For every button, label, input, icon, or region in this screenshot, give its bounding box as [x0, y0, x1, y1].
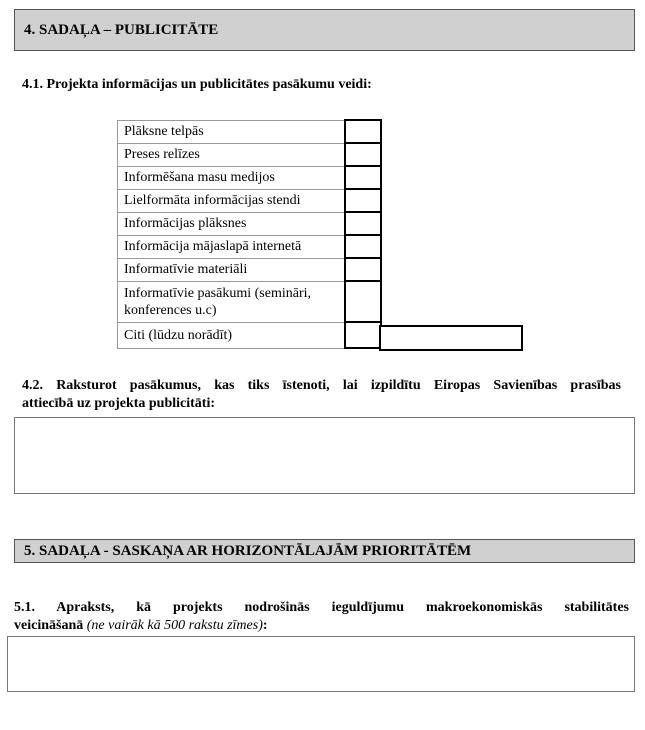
section-4-number: 4. [24, 21, 36, 38]
question-5-1-bold-text: veicināšanā [14, 618, 84, 633]
option-row [118, 235, 381, 258]
option-checkbox[interactable] [345, 120, 381, 143]
option-row [118, 322, 381, 348]
question-4-2-line-1: 4.2. Raksturot pasākumus, kas tiks īstenoti, lai izpildītu Eiropas Savienības prasības [22, 378, 621, 393]
section-4-title: SADAĻA – PUBLICITĀTE [39, 21, 219, 38]
option-checkbox[interactable] [345, 322, 381, 348]
question-5-1-line-2 [14, 618, 268, 634]
option-label: Informācija mājaslapā internetā [118, 235, 345, 258]
option-row [118, 143, 381, 166]
section-5-title: SADAĻA - SASKAŅA AR HORIZONTĀLAJĀM PRIORITĀTĒM [39, 542, 472, 559]
option-label: Plāksne telpās [118, 120, 345, 143]
question-4-2-line-2: attiecībā uz projekta publicitāti: [22, 396, 216, 411]
option-row [118, 189, 381, 212]
option-checkbox[interactable] [345, 166, 381, 189]
section-4-header [14, 9, 635, 51]
question-5-1-colon: : [262, 618, 268, 633]
option-checkbox[interactable] [345, 235, 381, 258]
question-5-1-answer-field[interactable] [7, 636, 635, 692]
option-row [118, 281, 381, 322]
option-label: Citi (lūdzu norādīt) [118, 322, 345, 348]
option-label: Preses relīzes [118, 143, 345, 166]
option-checkbox[interactable] [345, 258, 381, 281]
option-row [118, 120, 381, 143]
question-4-2-answer-field[interactable] [14, 417, 635, 494]
publicity-options-table [117, 119, 382, 349]
section-5-number: 5. [24, 542, 36, 559]
option-checkbox[interactable] [345, 143, 381, 166]
option-label: Lielformāta informācijas stendi [118, 189, 345, 212]
section-5-header [14, 539, 635, 563]
option-checkbox[interactable] [345, 212, 381, 235]
option-label: Informācijas plāksnes [118, 212, 345, 235]
option-row [118, 212, 381, 235]
option-label: Informatīvie pasākumi (semināri, konferences u.c) [118, 281, 345, 322]
question-5-1-line-1: 5.1. Apraksts, kā projekts nodrošinās ieguldījumu makroekonomiskās stabilitātes [14, 600, 629, 615]
option-checkbox[interactable] [345, 281, 381, 322]
other-specify-field[interactable] [379, 325, 523, 351]
question-4-1-label: 4.1. Projekta informācijas un publicitātes pasākumu veidi: [22, 77, 372, 92]
option-checkbox[interactable] [345, 189, 381, 212]
question-5-1-italic-note: (ne vairāk kā 500 rakstu zīmes) [86, 618, 263, 633]
option-label: Informēšana masu medijos [118, 166, 345, 189]
option-row [118, 258, 381, 281]
option-row [118, 166, 381, 189]
option-label: Informatīvie materiāli [118, 258, 345, 281]
